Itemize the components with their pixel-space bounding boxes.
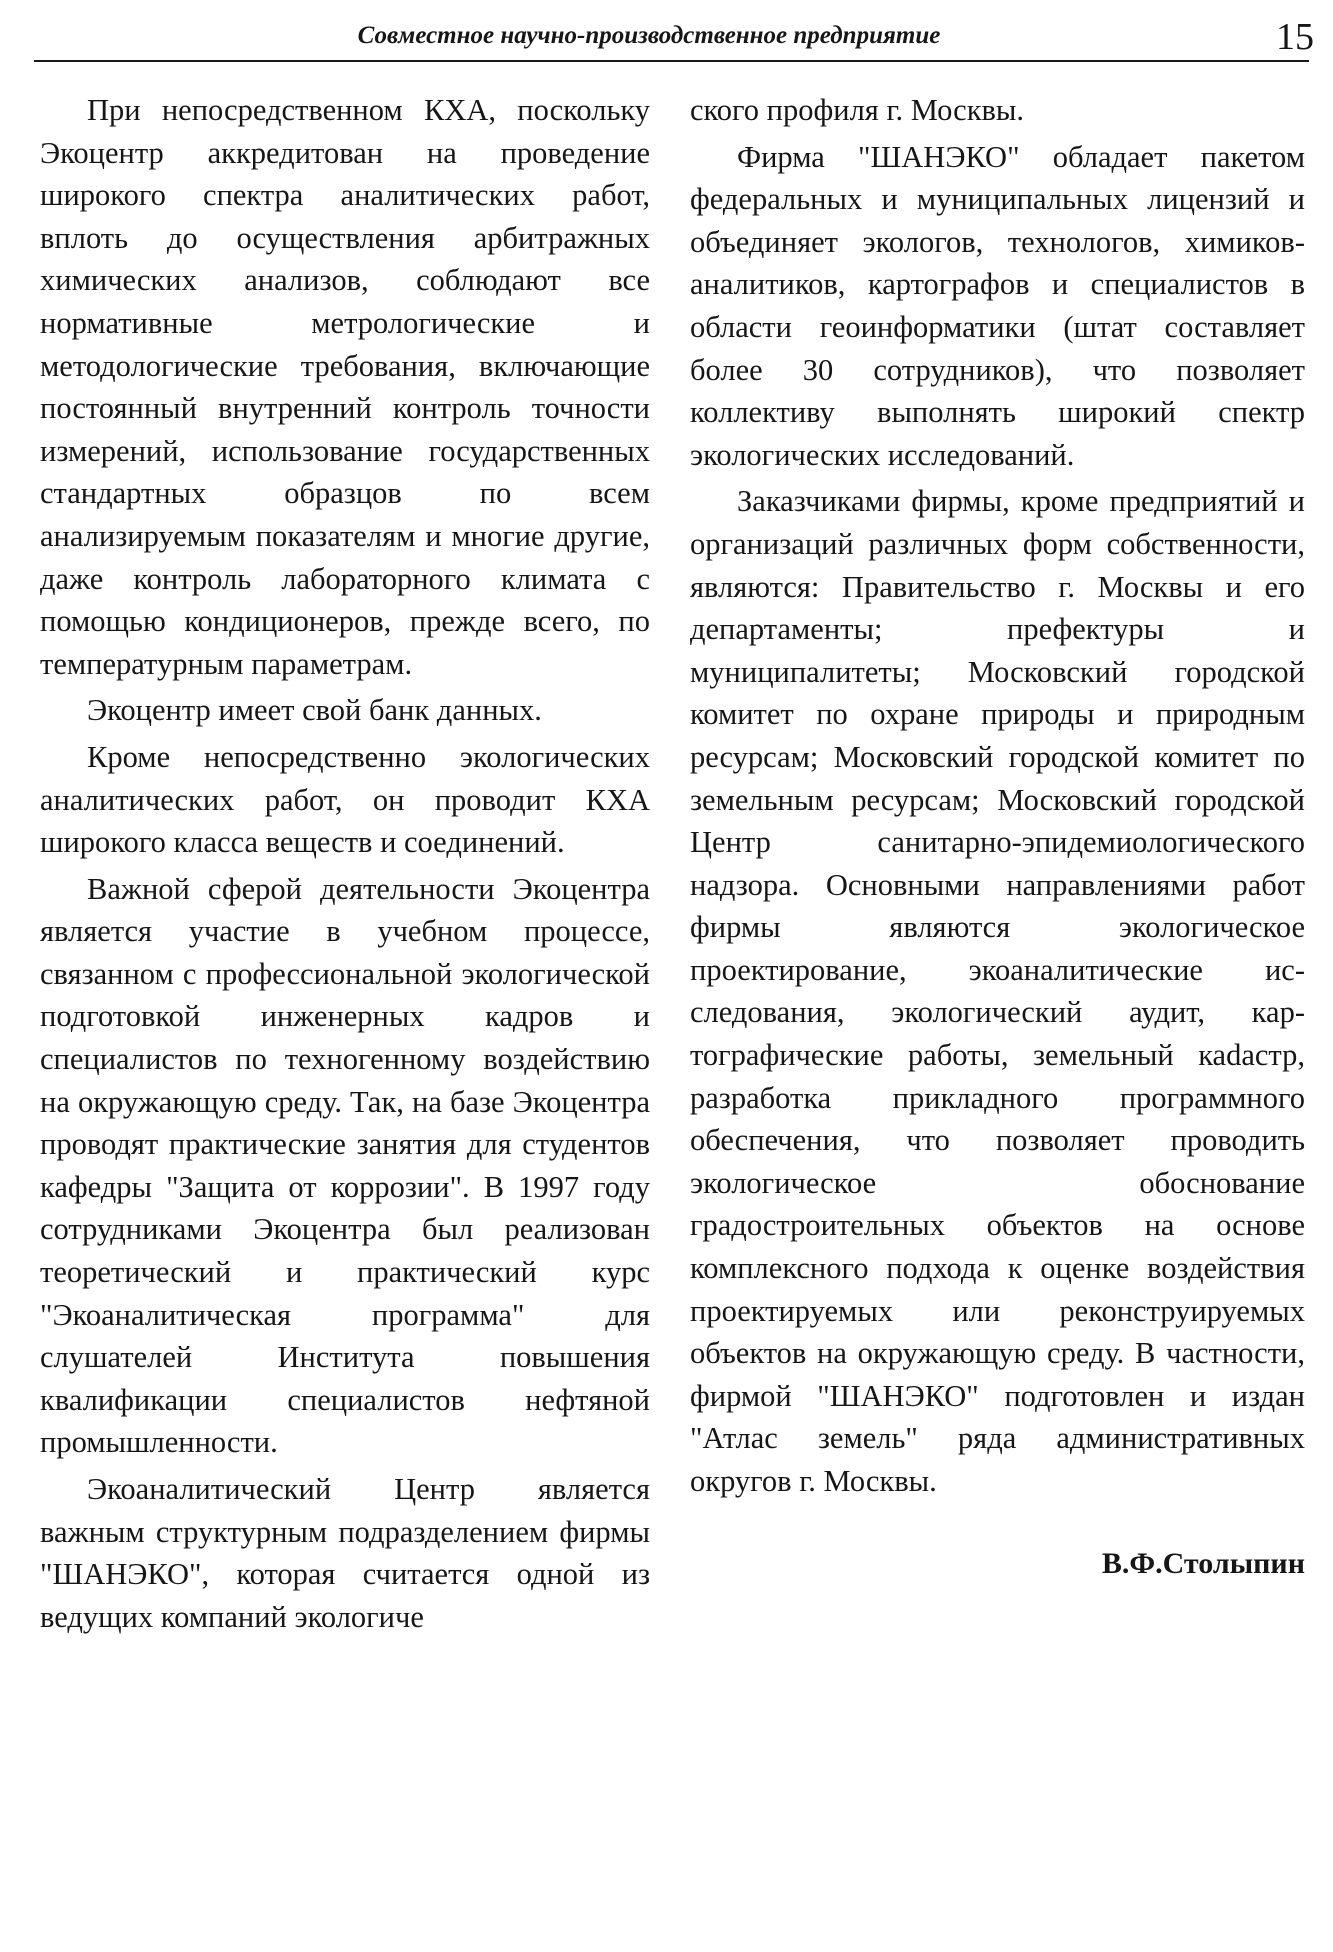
page-number: 15: [1276, 16, 1314, 58]
paragraph-continuation: ского профиля г. Москвы.: [690, 93, 1025, 127]
left-column: [40, 89, 650, 1642]
header-title: Совместное научно-производственное предприятие: [357, 22, 941, 49]
header-divider: [34, 60, 1309, 62]
paragraph: Важной сферой деятельности Экоцентра является участие в учебном процессе, связанном с профессиональной экологической подготовкой инженерных кадров и специалистов по техногенному воздействию на окружающую среду. Так, на базе Экоцентра проводят практические занятия для студентов кафедры "Защита от коррозии". В 1997 году сотрудниками Экоцентра был реализован теоретический и практический курс "Экоаналитическая программа" для слушателей Института повышения квалификации специалистов нефтяной промышленности.: [40, 871, 650, 1460]
paragraph: При непосредственном КХА, поскольку Экоцентр аккредитован на проведение широкого спектра аналитических работ, вплоть до осуществления арбитражных химических анализов, соблюдают все нормативные метрологические и методологические требования, включающие постоянный внутренний контроль точности измерений, использование государственных стандартных образцов по всем анализируемым показателям и многие другие, даже контроль лабораторного климата с помощью кондиционеров, прежде всего, по температурным параметрам.: [40, 93, 650, 681]
running-header: [34, 14, 1314, 62]
paragraph: Заказчиками фирмы, кроме предприятий и организаций различных форм собственности, являются: Правительство г. Москвы и его департаменты; префектуры и муниципалитеты; Московский городской комитет по охране природы и природным ресурсам; Московский городской комитет по земельным ресурсам; Московский городской Центр санитарно-эпидемиологического надзора. Основными направлениями работ фирмы являются экологическое проектирование, экоаналитические исследования, экологический аудит, картографические работы, земельный каdастр, разработка прикладного программного обеспечения, что позволяет проводить экологическое обоснование градостроительных объектов на основе комплексного подхода к оценке воздействия проектируемых или реконструируемых объектов на окружающую среду. В частности, фирмой "ШАНЭКО" подготовлен и издан "Атлас земель" ряда административных округов г. Москвы.: [690, 484, 1305, 1498]
paragraph: Экоаналитический Центр является важным структурным подразделением фирмы "ШАНЭКО", которая считается одной из ведущих компаний экологиче: [40, 1472, 650, 1634]
paragraph: Экоцентр имеет свой банк данных.: [87, 693, 542, 728]
author-signature: В.Ф.Столыпин: [1101, 1546, 1305, 1580]
paragraph: Фирма "ШАНЭКО" обладает пакетом федеральных и муниципальных лицензий и объединяет экологов, технологов, химиков-аналитиков, картографов и специалистов в области геоинформатики (штат составляет более 30 сотрудников), что позволяет коллективу выполнять широкий спектр экологических исследований.: [690, 139, 1305, 472]
right-column: [690, 89, 1305, 1585]
paragraph: Кроме непосредственно экологических аналитических работ, он проводит КХА широкого класса веществ и соединений.: [40, 739, 650, 860]
